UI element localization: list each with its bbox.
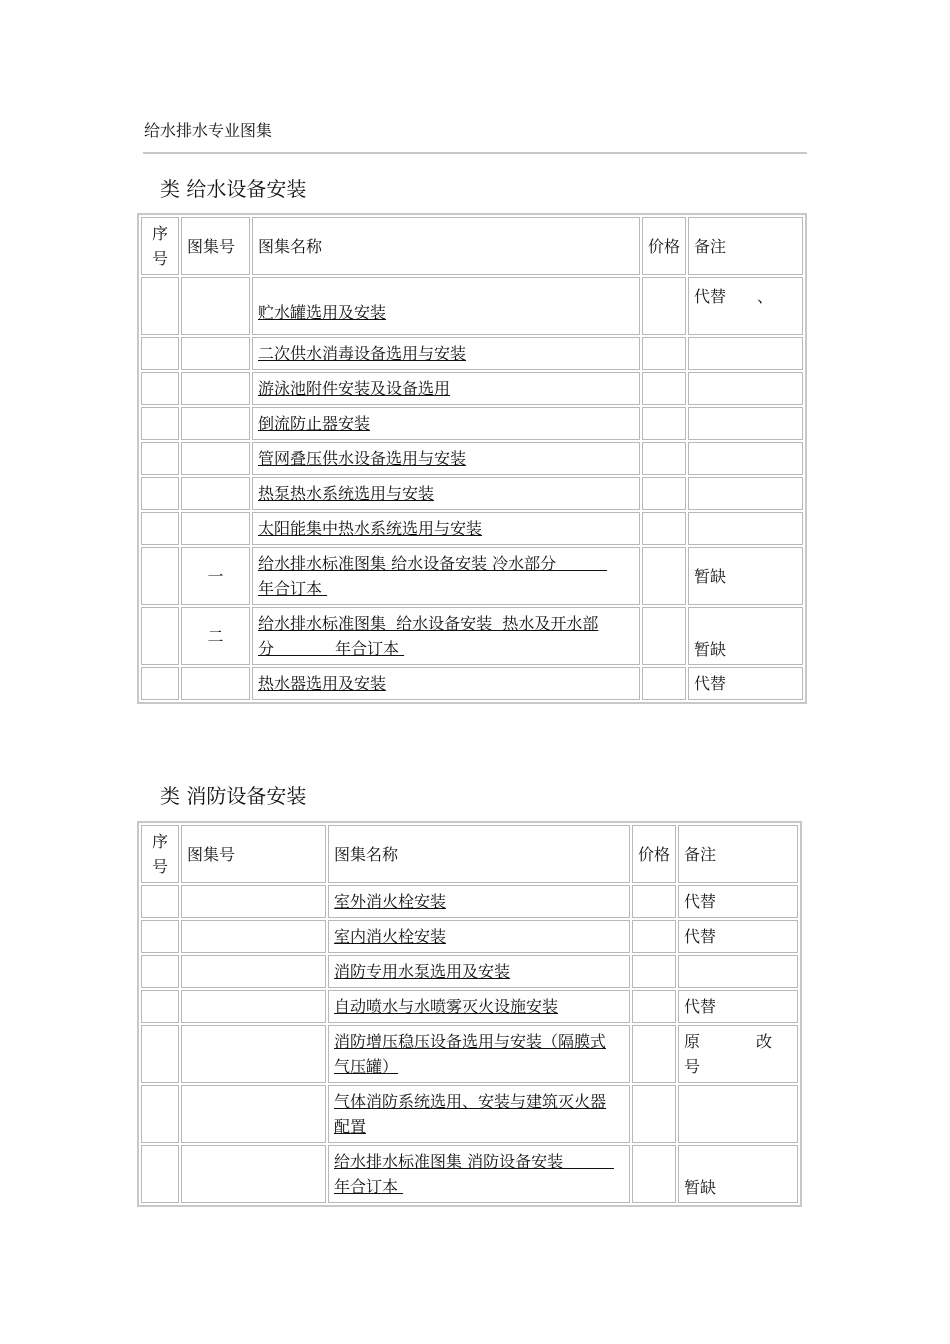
cell-note: 代替 bbox=[688, 667, 803, 700]
cell-code bbox=[181, 920, 326, 953]
table-row bbox=[141, 372, 803, 405]
table-row bbox=[141, 512, 803, 545]
cell-note: 代替 bbox=[678, 920, 798, 953]
cell-price bbox=[642, 337, 686, 370]
water-supply-catalog-table bbox=[137, 213, 807, 704]
cell-price bbox=[632, 920, 676, 953]
cell-note: 代替 、 bbox=[688, 277, 803, 335]
cell-price bbox=[632, 1085, 676, 1143]
header-code: 图集号 bbox=[181, 825, 326, 883]
cell-code bbox=[181, 667, 250, 700]
table-row bbox=[141, 990, 798, 1023]
cell-seq bbox=[141, 920, 179, 953]
table-row bbox=[141, 955, 798, 988]
atlas-name-link[interactable]: 太阳能集中热水系统选用与安装 bbox=[258, 519, 483, 538]
cell-note: 暂缺 bbox=[688, 547, 803, 605]
cell-name bbox=[252, 337, 640, 370]
header-name: 图集名称 bbox=[328, 825, 630, 883]
section-heading-water-supply: 类 给水设备安装 bbox=[160, 177, 307, 201]
cell-price bbox=[642, 512, 686, 545]
cell-code bbox=[181, 277, 250, 335]
cell-code bbox=[181, 990, 326, 1023]
cell-note bbox=[688, 477, 803, 510]
cell-code bbox=[181, 372, 250, 405]
cell-code bbox=[181, 337, 250, 370]
cell-note bbox=[688, 442, 803, 475]
table-row bbox=[141, 442, 803, 475]
document-title: 给水排水专业图集 bbox=[144, 121, 273, 140]
cell-name bbox=[328, 955, 630, 988]
atlas-name-link[interactable]: 给水排水标准图集 给水设备安装 冷水部分 年合订本 bbox=[258, 554, 557, 598]
cell-seq bbox=[141, 372, 179, 405]
cell-seq bbox=[141, 607, 179, 665]
cell-price bbox=[642, 607, 686, 665]
table-row bbox=[141, 667, 803, 700]
cell-seq bbox=[141, 407, 179, 440]
cell-note bbox=[688, 512, 803, 545]
cell-seq bbox=[141, 477, 179, 510]
cell-note: 原 改 号 bbox=[678, 1025, 798, 1083]
cell-name bbox=[252, 277, 640, 335]
cell-name bbox=[328, 1145, 630, 1203]
cell-name bbox=[252, 547, 640, 605]
table-row bbox=[141, 547, 803, 605]
table-row bbox=[141, 1025, 798, 1083]
header-price: 价格 bbox=[632, 825, 676, 883]
cell-seq bbox=[141, 667, 179, 700]
cell-price bbox=[642, 547, 686, 605]
table-row bbox=[141, 920, 798, 953]
atlas-name-link[interactable]: 气体消防系统选用、安装与建筑灭火器 配置 bbox=[334, 1092, 607, 1136]
cell-code bbox=[181, 955, 326, 988]
atlas-name-link[interactable]: 倒流防止器安装 bbox=[258, 414, 371, 433]
atlas-name-link[interactable]: 二次供水消毒设备选用与安装 bbox=[258, 344, 467, 363]
cell-seq bbox=[141, 277, 179, 335]
table-row bbox=[141, 277, 803, 335]
atlas-name-link[interactable]: 室外消火栓安装 bbox=[334, 892, 447, 911]
header-name: 图集名称 bbox=[252, 217, 640, 275]
cell-seq bbox=[141, 1025, 179, 1083]
header-note: 备注 bbox=[678, 825, 798, 883]
cell-name bbox=[328, 920, 630, 953]
fire-protection-catalog-table bbox=[137, 821, 802, 1207]
cell-note: 暂缺 bbox=[688, 607, 803, 665]
cell-name bbox=[328, 1085, 630, 1143]
cell-code bbox=[181, 512, 250, 545]
title-divider bbox=[143, 152, 807, 154]
atlas-name-link[interactable]: 给水排水标准图集 给水设备安装 热水及开水部 分 年合订本 bbox=[258, 614, 599, 658]
cell-price bbox=[642, 277, 686, 335]
section-heading-fire-protection: 类 消防设备安装 bbox=[160, 784, 307, 808]
header-note: 备注 bbox=[688, 217, 803, 275]
cell-price bbox=[632, 885, 676, 918]
atlas-name-link[interactable]: 室内消火栓安装 bbox=[334, 927, 447, 946]
table-row bbox=[141, 1145, 798, 1203]
cell-price bbox=[632, 955, 676, 988]
cell-name bbox=[328, 1025, 630, 1083]
cell-price bbox=[642, 667, 686, 700]
cell-name bbox=[252, 442, 640, 475]
cell-seq bbox=[141, 512, 179, 545]
cell-code bbox=[181, 477, 250, 510]
cell-price bbox=[642, 372, 686, 405]
table-row bbox=[141, 477, 803, 510]
cell-code bbox=[181, 1085, 326, 1143]
cell-note: 代替 bbox=[678, 885, 798, 918]
cell-seq bbox=[141, 1145, 179, 1203]
atlas-name-link[interactable]: 管网叠压供水设备选用与安装 bbox=[258, 449, 467, 468]
cell-seq bbox=[141, 885, 179, 918]
cell-name bbox=[328, 885, 630, 918]
cell-code bbox=[181, 407, 250, 440]
cell-name bbox=[252, 477, 640, 510]
cell-note bbox=[688, 407, 803, 440]
table-row bbox=[141, 337, 803, 370]
atlas-name-link[interactable]: 消防专用水泵选用及安装 bbox=[334, 962, 511, 981]
header-code: 图集号 bbox=[181, 217, 250, 275]
cell-name bbox=[252, 512, 640, 545]
cell-code bbox=[181, 442, 250, 475]
cell-name bbox=[252, 372, 640, 405]
cell-seq bbox=[141, 337, 179, 370]
table-header-row bbox=[141, 825, 798, 883]
cell-code bbox=[181, 885, 326, 918]
cell-seq bbox=[141, 547, 179, 605]
cell-seq bbox=[141, 955, 179, 988]
cell-seq bbox=[141, 990, 179, 1023]
atlas-name-link[interactable]: 给水排水标准图集 消防设备安装 年合订本 bbox=[334, 1152, 564, 1196]
table-row bbox=[141, 1085, 798, 1143]
atlas-name-link[interactable]: 热泵热水系统选用与安装 bbox=[258, 484, 435, 503]
table-row bbox=[141, 407, 803, 440]
cell-code: 一 bbox=[181, 547, 250, 605]
cell-name bbox=[252, 407, 640, 440]
cell-price bbox=[642, 442, 686, 475]
header-price: 价格 bbox=[642, 217, 686, 275]
cell-price bbox=[642, 407, 686, 440]
cell-price bbox=[632, 990, 676, 1023]
cell-name bbox=[252, 607, 640, 665]
cell-seq bbox=[141, 442, 179, 475]
cell-price bbox=[642, 477, 686, 510]
table-row bbox=[141, 885, 798, 918]
cell-code: 二 bbox=[181, 607, 250, 665]
header-seq: 序 号 bbox=[141, 217, 179, 275]
atlas-name-link[interactable]: 游泳池附件安装及设备选用 bbox=[258, 379, 451, 398]
cell-code bbox=[181, 1025, 326, 1083]
atlas-name-link[interactable]: 热水器选用及安装 bbox=[258, 674, 387, 693]
header-seq: 序 号 bbox=[141, 825, 179, 883]
cell-note bbox=[688, 372, 803, 405]
cell-note bbox=[678, 1085, 798, 1143]
cell-price bbox=[632, 1145, 676, 1203]
cell-seq bbox=[141, 1085, 179, 1143]
atlas-name-link[interactable]: 贮水罐选用及安装 bbox=[258, 302, 387, 322]
atlas-name-link[interactable]: 自动喷水与水喷雾灭火设施安装 bbox=[334, 997, 559, 1016]
cell-note: 代替 bbox=[678, 990, 798, 1023]
table-header-row bbox=[141, 217, 803, 275]
cell-note bbox=[678, 955, 798, 988]
atlas-name-link[interactable]: 消防增压稳压设备选用与安装（隔膜式 气压罐） bbox=[334, 1032, 607, 1076]
cell-name bbox=[328, 990, 630, 1023]
cell-note: 暂缺 bbox=[678, 1145, 798, 1203]
cell-name bbox=[252, 667, 640, 700]
cell-code bbox=[181, 1145, 326, 1203]
cell-price bbox=[632, 1025, 676, 1083]
cell-note bbox=[688, 337, 803, 370]
table-row bbox=[141, 607, 803, 665]
